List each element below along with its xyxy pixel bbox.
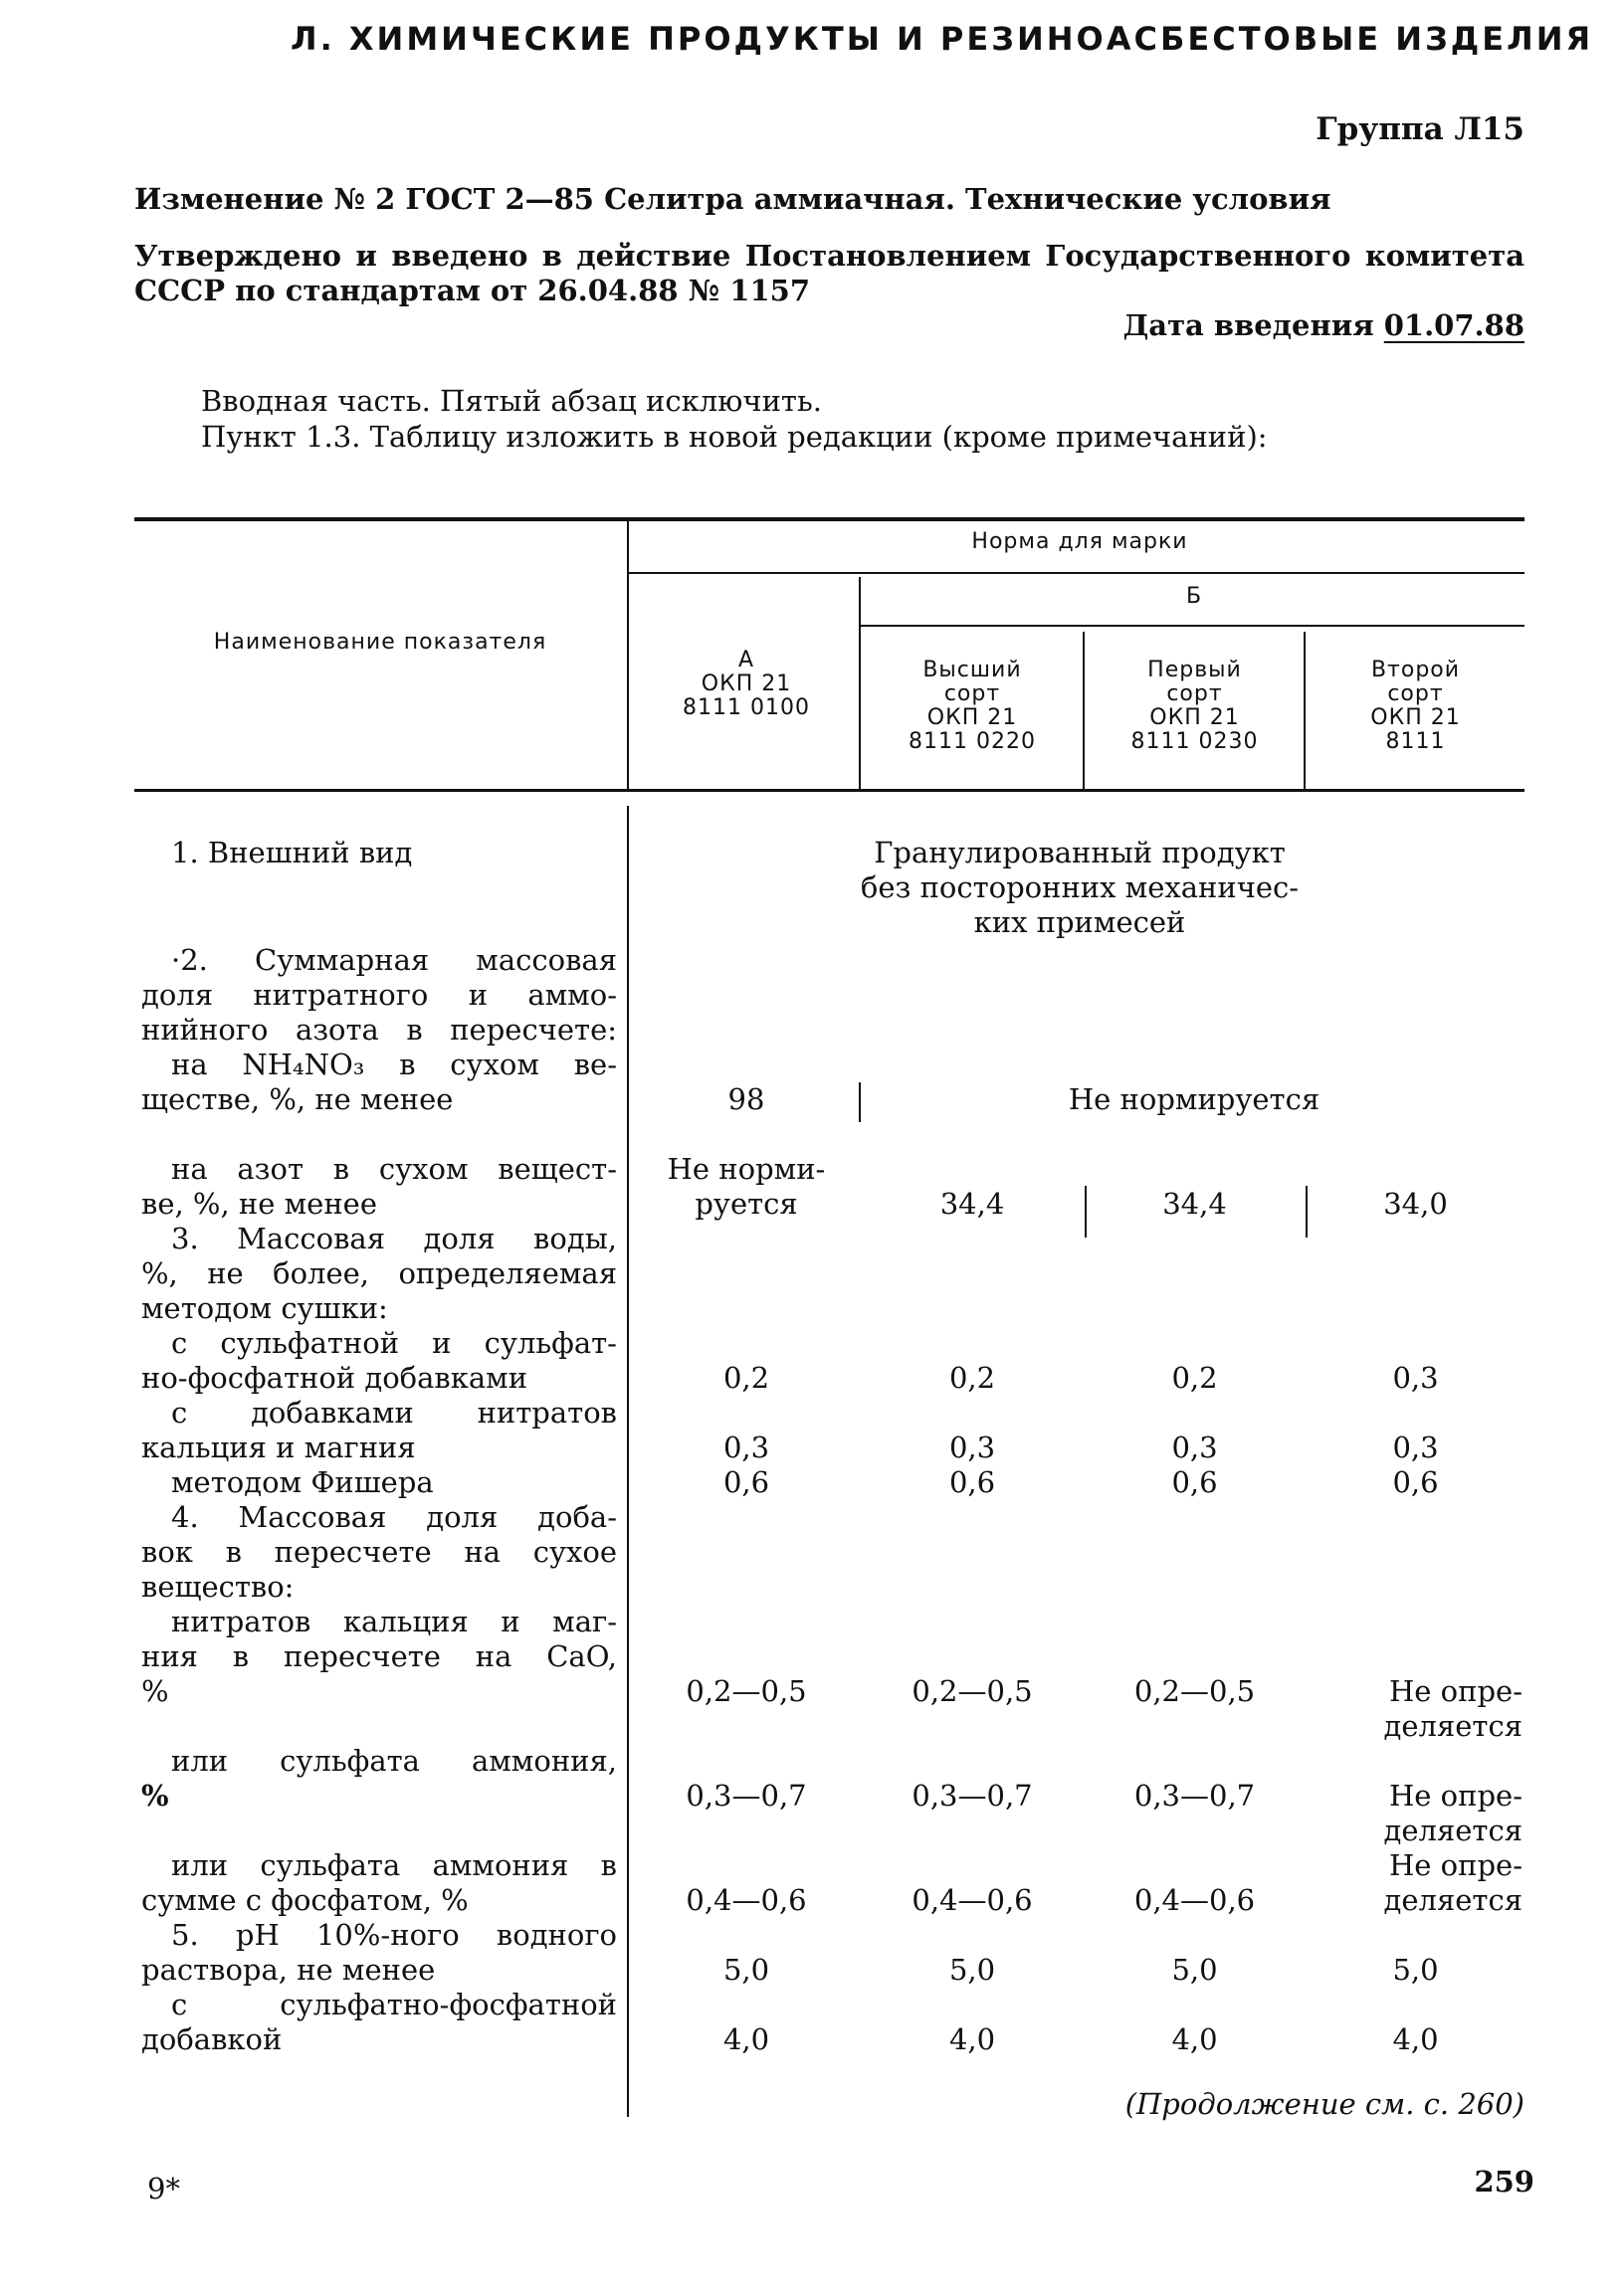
additives-phosphate-b-first: 0,4—0,6 [1133,1883,1256,1917]
ph-b-first: 5,0 [1171,1953,1218,1987]
nitrogen-dry-b-second: 34,0 [1383,1187,1448,1221]
water-sulfate-b-top: 0,2 [948,1361,996,1395]
water-sulfate-a: 0,2 [722,1361,770,1395]
grade-b-header: Б [1185,584,1203,609]
value-line: Не опре- [1389,1779,1522,1813]
additives-ammonium-b-second [1309,1779,1522,1848]
row-label-line: добавкой [141,2022,283,2056]
value-line: деляется [1383,1814,1522,1847]
ph-phosphate-b-second: 4,0 [1392,2022,1439,2056]
row-label-line: но-фосфатной добавками [141,1361,528,1395]
grade-b-top-header [864,659,1081,754]
grade-b-second-code: 8111 [1385,729,1446,754]
row-label-line: 4. Массовая доля доба- [171,1500,617,1534]
row-label-additives [141,1500,617,1605]
continuation-note: (Продолжение см. с. 260) [1124,2087,1524,2121]
value-line: Не опре- [1389,1674,1522,1708]
grade-b-first-code: 8111 0230 [1130,729,1259,754]
norma-rule [627,572,1524,574]
row-label-line: раствора, не менее [141,1953,436,1987]
additives-phosphate-a: 0,4—0,6 [686,1883,807,1917]
grade-a-header [637,649,856,720]
grade-b-second-header [1309,659,1522,754]
approval-note [134,239,1524,308]
grade-b-second-okp: ОКП 21 [1370,705,1461,730]
grade-a-code: 8111 0100 [683,695,810,720]
water-sulfate-b-first: 0,2 [1171,1361,1218,1395]
grade-b-top-name: Высший [922,658,1022,682]
row-label-water [141,1222,617,1326]
value-line: деляется [1383,1883,1522,1917]
intro-text [201,383,1268,455]
row-label-line: доля нитратного и аммо- [141,978,617,1012]
grade-b-second-sort: сорт [1387,681,1444,706]
row-label-line: на NH₄NO₃ в сухом ве- [171,1048,617,1081]
grade-b-first-name: Первый [1147,658,1242,682]
water-sulfate-b-second: 0,3 [1392,1361,1439,1395]
row-label-line: с добавками нитратов [171,1396,617,1430]
row-label-ph [141,1918,617,1988]
name-column-header: Наименование показателя [213,630,547,655]
grade-b-top-sort: сорт [943,681,1001,706]
value-line: деляется [1383,1709,1522,1743]
date-label: Дата введения [1122,308,1374,342]
approval-line-2: СССР по стандартам от 26.04.88 № 1157 [134,274,810,307]
row-label-nitrogen-total [141,943,617,1117]
value-line: Не норми- [667,1152,826,1186]
water-fischer-a: 0,6 [722,1465,770,1499]
table-top-rule [134,517,1524,521]
additives-ammonium-b-first: 0,3—0,7 [1133,1779,1256,1813]
intro-line-2: Пункт 1.3. Таблицу изложить в новой редакции (кроме примечаний): [201,420,1268,454]
water-fischer-b-first: 0,6 [1171,1465,1218,1499]
grade-b-first-okp: ОКП 21 [1149,705,1240,730]
row-label-water-sulfate [141,1326,617,1396]
grade-b-first-header [1088,659,1302,754]
grade-a-name: А [737,648,755,672]
grade-b-second-name: Второй [1370,658,1461,682]
appearance-value [637,836,1522,940]
row-label-line: ния в пересчете на CaO, [141,1639,617,1673]
body-col-divider-4 [1306,1186,1308,1238]
row-label-line: % [141,1674,169,1708]
row-label-line: нийного азота в пересчете: [141,1013,617,1047]
row-label-line: ществе, %, не менее [141,1082,454,1116]
nh4no3-grade-a-value: 98 [727,1082,765,1116]
nitrogen-dry-grade-a [637,1152,856,1222]
row-label-line: ве, %, не менее [141,1187,377,1221]
water-fischer-b-top: 0,6 [948,1465,996,1499]
row-label-line: 5. pH 10%-ного водного [171,1918,617,1952]
value-line: ких примесей [973,905,1186,939]
nh4no3-grade-b-value: Не нормируется [1068,1082,1320,1116]
row-label-line: нитратов кальция и маг- [171,1605,617,1638]
grade-a-okp: ОКП 21 [701,671,792,696]
header-col-divider-4 [1304,632,1306,789]
signature-mark: 9* [147,2172,180,2205]
row-label-line: на азот в сухом вещест- [171,1152,617,1186]
row-label-line: 1. Внешний вид [171,836,413,869]
additives-ammonium-b-top: 0,3—0,7 [912,1779,1033,1813]
water-nitrates-b-top: 0,3 [948,1431,996,1464]
ph-a: 5,0 [722,1953,770,1987]
body-col-divider-1 [627,806,629,2117]
body-col-divider-2 [859,1082,861,1122]
norma-header: Норма для марки [971,529,1188,554]
value-line: руется [695,1187,798,1221]
intro-line-1: Вводная часть. Пятый абзац исключить. [201,384,822,418]
water-nitrates-a: 0,3 [722,1431,770,1464]
ph-b-top: 5,0 [948,1953,996,1987]
water-nitrates-b-second: 0,3 [1392,1431,1439,1464]
water-fischer-b-second: 0,6 [1392,1465,1439,1499]
row-label-line: с сульфатно-фосфатной [171,1988,617,2021]
row-label-additives-phosphate [141,1848,617,1918]
row-label-line: методом Фишера [171,1465,434,1499]
additives-phosphate-b-second [1309,1848,1522,1918]
additives-cao-b-second [1309,1674,1522,1744]
row-label-line: или сульфата аммония, [171,1744,617,1778]
header-col-divider-3 [1083,632,1085,789]
ph-phosphate-b-first: 4,0 [1171,2022,1218,2056]
grade-b-top-code: 8111 0220 [909,729,1036,754]
row-label-line: сумме с фосфатом, % [141,1883,469,1917]
additives-phosphate-b-top: 0,4—0,6 [912,1883,1033,1917]
row-label-line: вещество: [141,1570,295,1604]
row-label-ph-phosphate [141,1988,617,2057]
row-label-water-nitrates [141,1396,617,1465]
grade-b-first-sort: сорт [1166,681,1223,706]
value-line: Гранулированный продукт [874,836,1286,869]
row-label-line: %, не более, определяемая [141,1256,617,1290]
additives-ammonium-a: 0,3—0,7 [686,1779,807,1813]
section-title: Л. ХИМИЧЕСКИЕ ПРОДУКТЫ И РЕЗИНОАСБЕСТОВЫЕ ИЗДЕЛИЯ [291,20,1594,58]
row-label-additives-cao [141,1605,617,1709]
additives-cao-b-first: 0,2—0,5 [1133,1674,1256,1708]
body-col-divider-3 [1085,1186,1087,1238]
value-line: Не опре- [1389,1848,1522,1882]
ph-b-second: 5,0 [1392,1953,1439,1987]
grade-b-top-okp: ОКП 21 [926,705,1018,730]
row-label-line: вок в пересчете на сухое [141,1535,617,1569]
date-value: 01.07.88 [1383,308,1524,342]
header-bottom-rule [134,789,1524,792]
row-label-line: 3. Массовая доля воды, [171,1222,617,1255]
additives-cao-b-top: 0,2—0,5 [912,1674,1033,1708]
row-label-line: кальция и магния [141,1431,416,1464]
ph-phosphate-a: 4,0 [722,2022,770,2056]
header-col-divider-1 [627,521,629,789]
value-line: без посторонних механичес- [860,870,1300,904]
row-label-line: методом сушки: [141,1291,388,1325]
ph-phosphate-b-top: 4,0 [948,2022,996,2056]
nitrogen-dry-b-top: 34,4 [939,1187,1005,1221]
header-col-divider-2 [859,577,861,789]
row-label-line: % [141,1779,169,1813]
approval-line-1: Утверждено и введено в действие Постановлением Государственного комитета [134,239,1524,273]
row-label-line: ·2. Суммарная массовая [171,943,617,977]
effective-date [1123,308,1525,342]
grade-b-rule [861,625,1524,627]
row-label-additives-ammonium [141,1744,617,1814]
nitrogen-dry-b-first: 34,4 [1162,1187,1227,1221]
group-label: Группа Л15 [1316,111,1524,147]
change-title: Изменение № 2 ГОСТ 2—85 Селитра аммиачная. Технические условия [134,182,1331,216]
row-label-line: с сульфатной и сульфат- [171,1326,617,1360]
row-label-water-fischer [141,1465,617,1500]
additives-cao-a: 0,2—0,5 [686,1674,807,1708]
page-number: 259 [1474,2165,1534,2199]
row-label-appearance [141,836,617,870]
row-label-nitrogen-dry [141,1152,617,1222]
row-label-line: или сульфата аммония в [171,1848,617,1882]
water-nitrates-b-first: 0,3 [1171,1431,1218,1464]
